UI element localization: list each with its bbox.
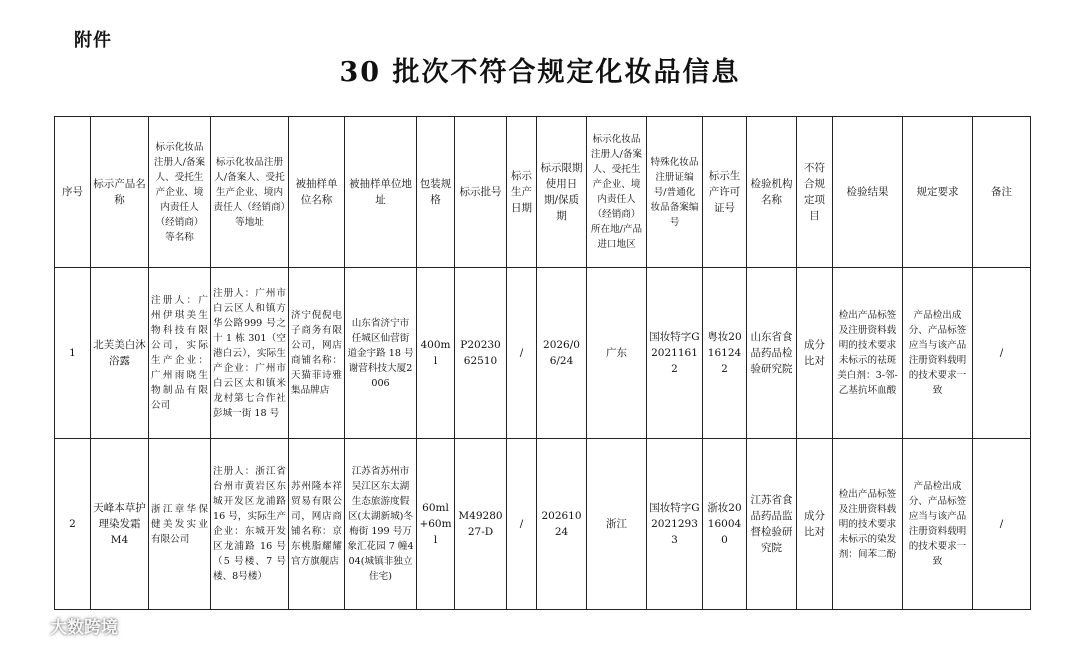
column-header: 被抽样单位地址 [345, 117, 417, 268]
table-cell: 成分比对 [797, 268, 833, 439]
table-header-row [55, 117, 1031, 268]
attachment-label: 附件 [74, 30, 112, 51]
table-cell: 浙妆20160040 [703, 439, 747, 610]
table-cell: 浙江 [587, 439, 647, 610]
column-header: 备注 [973, 117, 1031, 268]
nonconforming-cosmetics-table [54, 116, 1031, 610]
column-header: 不符合规定项目 [797, 117, 833, 268]
column-header: 被抽样单位名称 [289, 117, 345, 268]
table-cell: / [507, 268, 537, 439]
table-cell: 北芙美白沐浴露 [91, 268, 149, 439]
table-cell: 山东省食品药品检验研究院 [747, 268, 797, 439]
table-cell: 国妆特字G20211612 [647, 268, 703, 439]
table-cell: P2023062510 [455, 268, 507, 439]
table-cell: 粤妆20161242 [703, 268, 747, 439]
table-cell: 2026/06/24 [537, 268, 587, 439]
page-title: 30 批次不符合规定化妆品信息 [339, 57, 741, 88]
table-cell: 山东省济宁市任城区仙营街道金宇路 18 号谢营科技大厦2006 [345, 268, 417, 439]
table-cell: 注册人：广州市白云区人和镇方华公路999 号之十 1 栋 301（空港白云），实际生产企业：广州市白云区太和镇米龙村第七合作社彭城一街 18 号 [211, 268, 289, 439]
table-cell: 广东 [587, 268, 647, 439]
table-cell: 江苏省食品药品监督检验研究院 [747, 439, 797, 610]
table-cell: 检出产品标签及注册资料载明的技术要求未标示的祛斑美白剂：3-邻-乙基抗坏血酸 [833, 268, 903, 439]
table-cell: 产品检出成分、产品标签应当与该产品注册资料载明的技术要求一致 [903, 268, 973, 439]
column-header: 标示化妆品注册人/备案人、受托生产企业、境内责任人（经销商）所在地/产品进口地区 [587, 117, 647, 268]
table-cell: 60ml+60ml [417, 439, 455, 610]
column-header: 规定要求 [903, 117, 973, 268]
table-cell: 400ml [417, 268, 455, 439]
column-header: 包装规格 [417, 117, 455, 268]
table-cell: 注册人：广州伊琪美生物科技有限公司，实际生产企业：广州雨晓生物制品有限公司 [149, 268, 211, 439]
watermark [10, 612, 118, 638]
table-cell: 国妆特字G20212933 [647, 439, 703, 610]
table-cell: 天峰本草护理染发霜 M4 [91, 439, 149, 610]
table-cell: 检出产品标签及注册资料载明的技术要求未标示的染发剂：间苯二酚 [833, 439, 903, 610]
column-header: 序号 [55, 117, 91, 268]
table-cell: 2 [55, 439, 91, 610]
table-row [55, 439, 1031, 610]
table-cell: 产品检出成分、产品标签应当与该产品注册资料载明的技术要求一致 [903, 439, 973, 610]
table-cell: M4928027-D [455, 439, 507, 610]
column-header: 特殊化妆品注册证编号/普通化妆品备案编号 [647, 117, 703, 268]
weibo-logo-icon [10, 612, 44, 638]
table-cell: / [973, 268, 1031, 439]
table-cell: 江苏省苏州市吴江区东太湖生态旅游度假区(太湖新城)冬梅街 199 号万象汇花园 7 幢404(城镇非独立住宅) [345, 439, 417, 610]
table-cell: 济宁倪倪电子商务有限公司，网店商铺名称：天猫菲诗雅集品牌店 [289, 268, 345, 439]
table-row [55, 268, 1031, 439]
table-cell: 1 [55, 268, 91, 439]
column-header: 标示限期使用日期/保质期 [537, 117, 587, 268]
column-header: 标示生产许可证号 [703, 117, 747, 268]
column-header: 标示产品名称 [91, 117, 149, 268]
column-header: 标示化妆品注册人/备案人、受托生产企业、境内责任人（经销商）等名称 [149, 117, 211, 268]
table-cell: 20261024 [537, 439, 587, 610]
column-header: 标示生产日期 [507, 117, 537, 268]
table-cell: / [507, 439, 537, 610]
column-header: 标示批号 [455, 117, 507, 268]
column-header: 检验机构名称 [747, 117, 797, 268]
column-header: 标示化妆品注册人/备案人、受托生产企业、境内责任人（经销商）等地址 [211, 117, 289, 268]
table-cell: 苏州隆本祥贸易有限公司，网店商铺名称：京东桃脂耀耀官方旗舰店 [289, 439, 345, 610]
table-cell: 注册人：浙江省台州市黄岩区东城开发区龙浦路 16 号，实际生产企业：东城开发区龙浦路 16 号（5 号楼、7 号楼、8号楼） [211, 439, 289, 610]
table-cell: 浙江章华保健美发实业有限公司 [149, 439, 211, 610]
table-cell: 成分比对 [797, 439, 833, 610]
column-header: 检验结果 [833, 117, 903, 268]
table-cell: / [973, 439, 1031, 610]
watermark-text: 大数跨境 [50, 617, 118, 638]
